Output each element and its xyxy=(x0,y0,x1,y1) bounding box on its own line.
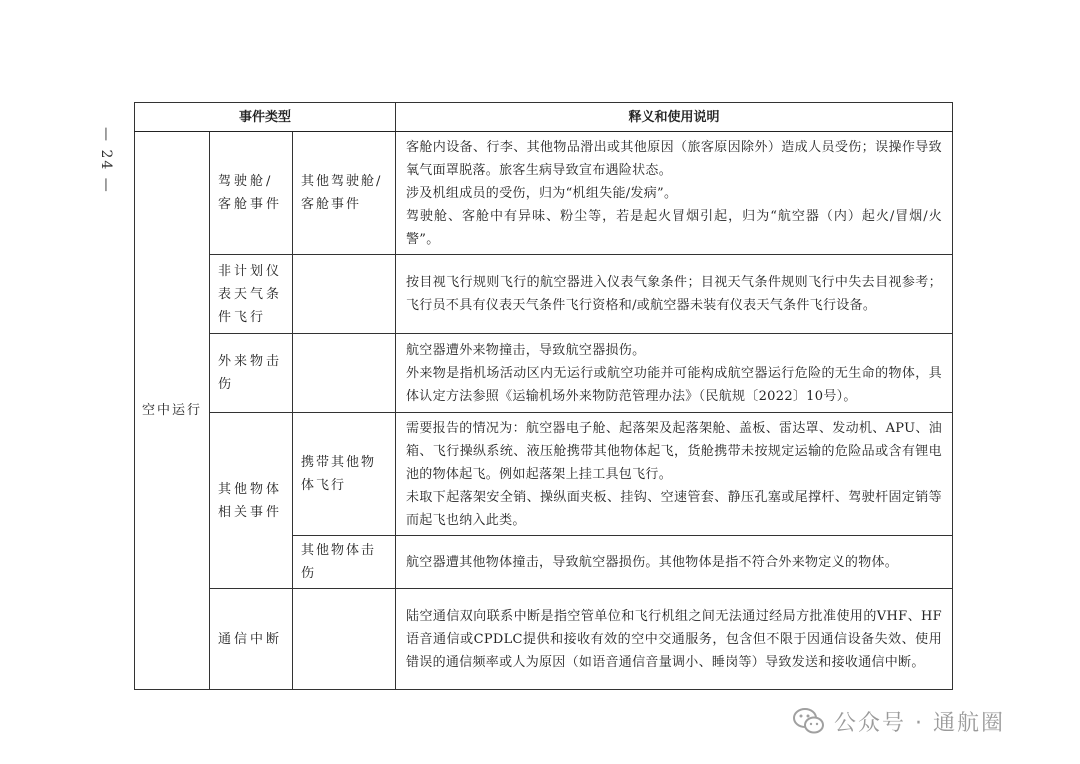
watermark xyxy=(792,704,1005,738)
event-type-table xyxy=(134,102,953,690)
description-line: 按目视飞行规则飞行的航空器进入仪表气象条件；目视天气条件规则飞行中失去目视参考；飞行员不具有仪表天气条件飞行资格和/或航空器未装有仪表天气条件飞行设备。 xyxy=(406,275,942,313)
description-cell xyxy=(396,536,953,589)
table-row xyxy=(135,132,953,255)
detail-cell: 其他驾驶舱/客舱事件 xyxy=(293,132,396,255)
watermark-text: 公众号 · 通航圈 xyxy=(834,710,1005,736)
description-line: 需要报告的情况为：航空器电子舱、起落架及起落架舱、盖板、雷达罩、发动机、APU、油箱、飞行操纵系统、液压舱携带其他物体起飞，货舱携带未按规定运输的危险品或含有锂电池的物体起飞。例如起落架上挂工具包飞行。 xyxy=(406,420,942,482)
description-line: 外来物是指机场活动区内无运行或航空功能并可能构成航空器运行危险的无生命的物体，具体认定方法参照《运输机场外来物防范管理办法》（民航规〔2022〕10号）。 xyxy=(406,365,942,404)
description-cell xyxy=(396,255,953,334)
subtype-cell: 通信中断 xyxy=(210,589,293,690)
description-cell xyxy=(396,132,953,255)
detail-cell xyxy=(293,334,396,413)
description-line: 未取下起落架安全销、操纵面夹板、挂钩、空速管套、静压孔塞或尾撑杆、驾驶杆固定销等而起飞也纳入此类。 xyxy=(406,489,942,528)
header-event-type: 事件类型 xyxy=(135,103,396,132)
subtype-cell: 非计划仪表天气条件飞行 xyxy=(210,255,293,334)
table-row xyxy=(135,413,953,536)
detail-cell xyxy=(293,589,396,690)
header-description: 释义和使用说明 xyxy=(396,103,953,132)
category-cell: 空中运行 xyxy=(135,132,210,690)
description-cell xyxy=(396,413,953,536)
page-number: — 24 — xyxy=(98,126,114,194)
detail-cell xyxy=(293,255,396,334)
detail-cell: 其他物体击伤 xyxy=(293,536,396,589)
subtype-cell: 外来物击伤 xyxy=(210,334,293,413)
description-line: 航空器遭其他物体撞击，导致航空器损伤。其他物体是指不符合外来物定义的物体。 xyxy=(406,554,899,570)
subtype-cell: 驾驶舱/客舱事件 xyxy=(210,132,293,255)
detail-cell: 携带其他物体飞行 xyxy=(293,413,396,536)
description-line: 驾驶舱、客舱中有异味、粉尘等，若是起火冒烟引起，归为“航空器（内）起火/冒烟/火警”。 xyxy=(406,208,942,247)
table-row xyxy=(135,255,953,334)
description-cell xyxy=(396,334,953,413)
table-header-row xyxy=(135,103,953,132)
description-line: 客舱内设备、行李、其他物品滑出或其他原因（旅客原因除外）造成人员受伤；误操作导致氧气面罩脱落。旅客生病导致宣布遇险状态。 xyxy=(406,139,942,178)
description-line: 陆空通信双向联系中断是指空管单位和飞行机组之间无法通过经局方批准使用的VHF、HF语音通信或CPDLC提供和接收有效的空中交通服务，包含但不限于因通信设备失效、使用错误的通信频率或人为原因（如语音通信音量调小、睡岗等）导致发送和接收通信中断。 xyxy=(406,608,942,670)
description-cell xyxy=(396,589,953,690)
table-row xyxy=(135,589,953,690)
subtype-cell: 其他物体相关事件 xyxy=(210,413,293,589)
wechat-icon xyxy=(792,706,826,736)
description-line: 涉及机组成员的受伤，归为“机组失能/发病”。 xyxy=(406,185,678,201)
table-row xyxy=(135,334,953,413)
description-line: 航空器遭外来物撞击，导致航空器损伤。 xyxy=(406,342,646,358)
